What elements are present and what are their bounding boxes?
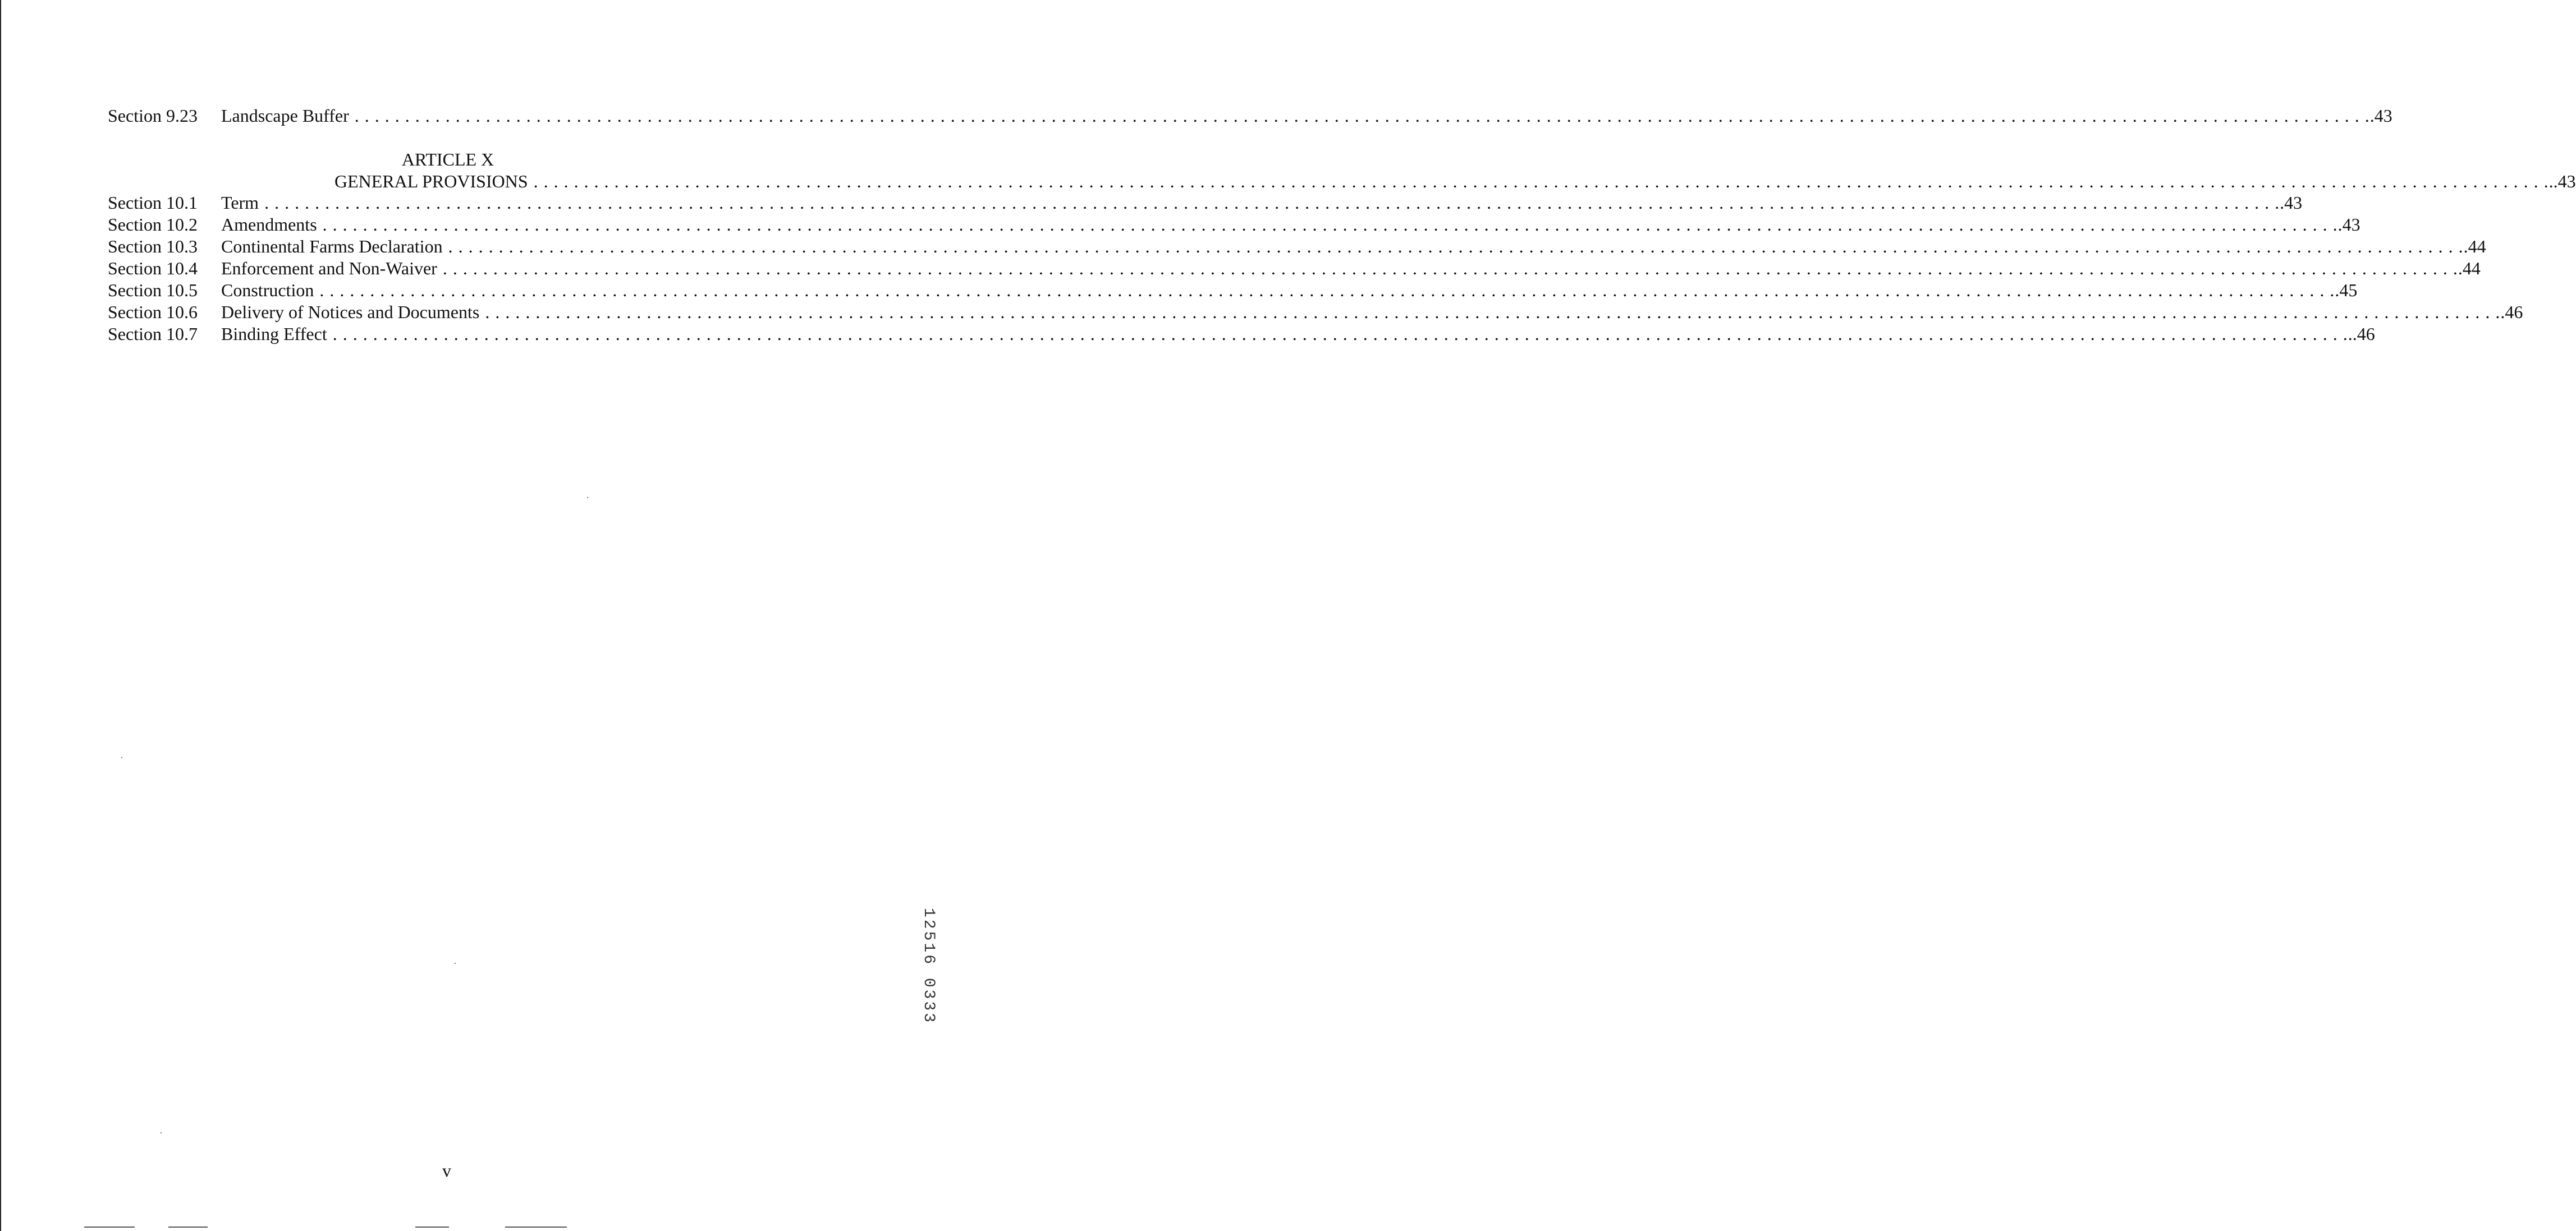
scan-speck	[121, 757, 122, 758]
scan-artifact	[168, 1227, 208, 1228]
toc-page-number: .44	[2458, 258, 2481, 278]
toc-section-title: Binding Effect	[221, 324, 327, 344]
article-subtitle: GENERAL PROVISIONS	[334, 171, 528, 191]
toc-page-number: .45	[2335, 280, 2358, 300]
toc-page-number: .44	[2463, 236, 2486, 256]
toc-leader-dots: . . . . . . . . . . . . . . . . . . . . . . . . . . . . . . . . . . . . . . . . . . . . . . . . . . . . . . . . . . . . . . . . . . . . . . . . . . . . . . . . . . . . . . . . . . . . . . . . . . . . . . . . . . . . . . . . . . . . . . . . . . . . . . . . . . . . . . . . . . . . . . . . . . . . . . . . . . . . . . . . . . . . . . . . . . . . . . . . . . . . . . . . . . . . . . . . . . . . . . . .	[448, 236, 2464, 256]
toc-section-number: Section 10.3	[108, 236, 198, 256]
toc-entry-article-x	[334, 170, 2576, 192]
toc-leader-dots: . . . . . . . . . . . . . . . . . . . . . . . . . . . . . . . . . . . . . . . . . . . . . . . . . . . . . . . . . . . . . . . . . . . . . . . . . . . . . . . . . . . . . . . . . . . . . . . . . . . . . . . . . . . . . . . . . . . . . . . . . . . . . . . . . . . . . . . . . . . . . . . . . . . . . . . . . . . . . . . . . . . . . . . . . . . . . . . . . . . . . . . . . . . . . . . . . . . . . . . .	[533, 171, 2549, 191]
toc-leader-dots: . . . . . . . . . . . . . . . . . . . . . . . . . . . . . . . . . . . . . . . . . . . . . . . . . . . . . . . . . . . . . . . . . . . . . . . . . . . . . . . . . . . . . . . . . . . . . . . . . . . . . . . . . . . . . . . . . . . . . . . . . . . . . . . . . . . . . . . . . . . . . . . . . . . . . . . . . . . . . . . . . . . . . . . . . . . . . . . . . . . . . . . . . . . . . . . . . . . . . . . .	[322, 214, 2338, 235]
toc-section-title: Amendments	[221, 214, 317, 235]
toc-entry-10-1	[108, 191, 2303, 214]
toc-page-number: ..43	[2549, 171, 2576, 191]
toc-section-number: Section 10.7	[108, 324, 198, 344]
toc-page-number: ..46	[2348, 324, 2375, 344]
toc-section-number: Section 10.2	[108, 214, 198, 235]
toc-section-title: Delivery of Notices and Documents	[221, 302, 480, 322]
toc-entry-10-6	[108, 301, 2523, 323]
toc-entry-9-23	[108, 104, 2392, 127]
toc-leader-dots: . . . . . . . . . . . . . . . . . . . . . . . . . . . . . . . . . . . . . . . . . . . . . . . . . . . . . . . . . . . . . . . . . . . . . . . . . . . . . . . . . . . . . . . . . . . . . . . . . . . . . . . . . . . . . . . . . . . . . . . . . . . . . . . . . . . . . . . . . . . . . . . . . . . . . . . . . . . . . . . . . . . . . . . . . . . . . . . . . . . . . . . . . . . . . . . . . . . . . . . .	[332, 324, 2348, 344]
scan-artifact	[415, 1227, 449, 1228]
toc-entry-10-5	[108, 279, 2358, 301]
toc-entry-10-2	[108, 213, 2360, 236]
article-heading: ARTICLE X	[401, 149, 494, 169]
toc-leader-dots: . . . . . . . . . . . . . . . . . . . . . . . . . . . . . . . . . . . . . . . . . . . . . . . . . . . . . . . . . . . . . . . . . . . . . . . . . . . . . . . . . . . . . . . . . . . . . . . . . . . . . . . . . . . . . . . . . . . . . . . . . . . . . . . . . . . . . . . . . . . . . . . . . . . . . . . . . . . . . . . . . . . . . . . . . . . . . . . . . . . . . . . . . . . . . . . . . . . . . . . .	[485, 302, 2501, 322]
toc-leader-dots: . . . . . . . . . . . . . . . . . . . . . . . . . . . . . . . . . . . . . . . . . . . . . . . . . . . . . . . . . . . . . . . . . . . . . . . . . . . . . . . . . . . . . . . . . . . . . . . . . . . . . . . . . . . . . . . . . . . . . . . . . . . . . . . . . . . . . . . . . . . . . . . . . . . . . . . . . . . . . . . . . . . . . . . . . . . . . . . . . . . . . . . . . . . . . . . . . . . . . . . .	[319, 280, 2335, 300]
toc-entry-10-7	[108, 323, 2375, 345]
toc-page-number: .43	[2369, 105, 2392, 126]
toc-section-number: Section 10.5	[108, 280, 198, 300]
toc-section-title: Continental Farms Declaration	[221, 236, 443, 256]
scan-speck	[161, 1132, 162, 1133]
toc-section-number: Section 9.23	[108, 105, 198, 126]
bates-stamp	[916, 908, 938, 1059]
toc-section-title: Term	[221, 192, 259, 213]
toc-entry-10-3	[108, 235, 2486, 258]
toc-section-number: Section 10.1	[108, 192, 198, 213]
scan-speck	[587, 497, 588, 498]
toc-leader-dots: . . . . . . . . . . . . . . . . . . . . . . . . . . . . . . . . . . . . . . . . . . . . . . . . . . . . . . . . . . . . . . . . . . . . . . . . . . . . . . . . . . . . . . . . . . . . . . . . . . . . . . . . . . . . . . . . . . . . . . . . . . . . . . . . . . . . . . . . . . . . . . . . . . . . . . . . . . . . . . . . . . . . . . . . . . . . . . . . . . . . . . . . . . . . . . . . . . . . . . . .	[442, 258, 2458, 278]
toc-section-number: Section 10.4	[108, 258, 198, 278]
page-number: v	[442, 1160, 451, 1181]
toc-section-title: Enforcement and Non-Waiver	[221, 258, 437, 278]
toc-page-number: .43	[2337, 214, 2360, 235]
toc-leader-dots: . . . . . . . . . . . . . . . . . . . . . . . . . . . . . . . . . . . . . . . . . . . . . . . . . . . . . . . . . . . . . . . . . . . . . . . . . . . . . . . . . . . . . . . . . . . . . . . . . . . . . . . . . . . . . . . . . . . . . . . . . . . . . . . . . . . . . . . . . . . . . . . . . . . . . . . . . . . . . . . . . . . . . . . . . . . . . . . . . . . . . . . . . . . . . . . . . . . . . . . .	[354, 105, 2370, 126]
scan-speck	[455, 963, 456, 964]
toc-section-title: Landscape Buffer	[221, 105, 349, 126]
scan-edge	[0, 0, 1, 1231]
scan-artifact	[505, 1227, 567, 1228]
toc-page-number: .46	[2500, 302, 2523, 322]
toc-section-title: Construction	[221, 280, 314, 300]
toc-leader-dots: . . . . . . . . . . . . . . . . . . . . . . . . . . . . . . . . . . . . . . . . . . . . . . . . . . . . . . . . . . . . . . . . . . . . . . . . . . . . . . . . . . . . . . . . . . . . . . . . . . . . . . . . . . . . . . . . . . . . . . . . . . . . . . . . . . . . . . . . . . . . . . . . . . . . . . . . . . . . . . . . . . . . . . . . . . . . . . . . . . . . . . . . . . . . . . . . . . . . . . . .	[264, 192, 2280, 213]
toc-entry-10-4	[108, 257, 2481, 279]
toc-page-number: .43	[2280, 192, 2303, 213]
scan-artifact	[84, 1227, 135, 1228]
toc-section-number: Section 10.6	[108, 302, 198, 322]
bates-stamp-text: 12516 0333	[920, 908, 937, 1025]
